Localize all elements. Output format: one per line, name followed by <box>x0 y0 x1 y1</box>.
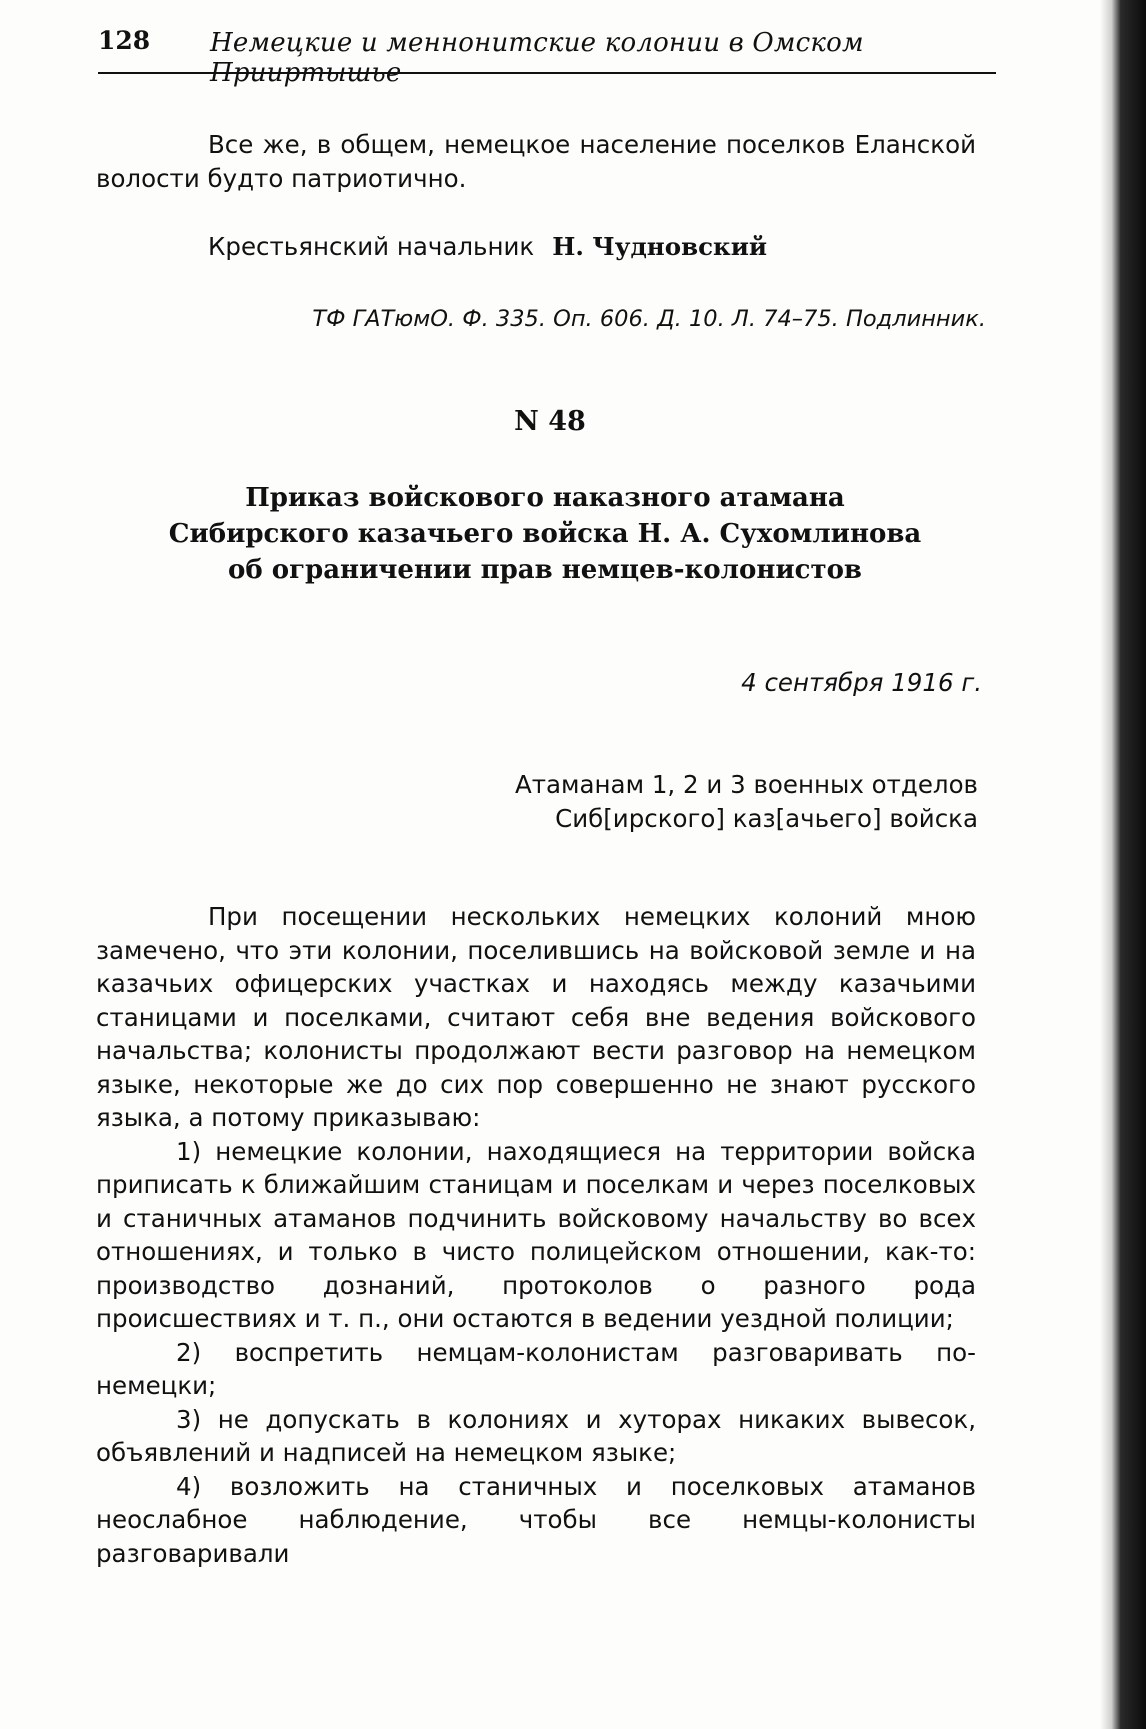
document-date: 4 сентября 1916 г. <box>741 668 982 697</box>
order-item-4: 4) возложить на станичных и поселковых атаманов неослабное наблюдение, чтобы все немцы-колонисты разговаривали <box>96 1471 976 1568</box>
intro-paragraph-block <box>96 128 976 195</box>
running-header <box>98 22 996 88</box>
body-paragraph: При посещении нескольких немецких колоний мною замечено, что эти колонии, поселившись на войсковой земле и на казачьих офицерских участках и находясь между казачьими станицами и поселками, считают себя вне ведения войскового начальства; колонисты продолжают вести разговор на немецком языке, некоторые же до сих пор совершенно не знают русского языка, а потому приказываю: <box>96 902 976 1132</box>
signature-title: Крестьянский начальник <box>208 232 535 261</box>
archive-reference: ТФ ГАТюмО. Ф. 335. Оп. 606. Д. 10. Л. 74–75. Подлинник. <box>312 306 986 332</box>
running-title: Немецкие и меннонитские колонии в Омском Прииртышье <box>210 28 864 88</box>
order-body <box>96 900 976 1570</box>
document-title-line: об ограничении прав немцев-колонистов <box>228 555 862 585</box>
signature-line <box>208 232 767 261</box>
scan-binding-shadow <box>1100 0 1146 1729</box>
document-title-line: Сибирского казачьего войска Н. А. Сухомлинова <box>168 519 922 549</box>
intro-paragraph: Все же, в общем, немецкое население поселков Еланской волости будто патриотично. <box>96 130 976 193</box>
addressee-line: Сиб[ирского] каз[ачьего] войска <box>555 804 978 833</box>
page-number: 128 <box>98 26 151 55</box>
addressee-line: Атаманам 1, 2 и 3 военных отделов <box>515 770 978 799</box>
document-title-line: Приказ войскового наказного атамана <box>245 483 845 513</box>
signature-name: Н. Чудновский <box>552 232 768 261</box>
order-item-2: 2) воспретить немцам-колонистам разговаривать по-немецки; <box>96 1337 976 1400</box>
order-item-3: 3) не допускать в колониях и хуторах никаких вывесок, объявлений и надписей на немецком языке; <box>96 1404 976 1467</box>
document-title <box>100 480 990 588</box>
document-number: N 48 <box>514 406 586 437</box>
order-item-1: 1) немецкие колонии, находящиеся на территории войска приписать к ближайшим станицам и поселкам и через поселковых и станичных атаманов подчинить войсковому начальству во всех отношениях, и только в чисто полицейском отношении, как-то: производство дознаний, протоколов о разного рода происшествиях и т. п., они остаются в ведении уездной полиции; <box>96 1136 976 1333</box>
addressee-block <box>515 768 978 836</box>
